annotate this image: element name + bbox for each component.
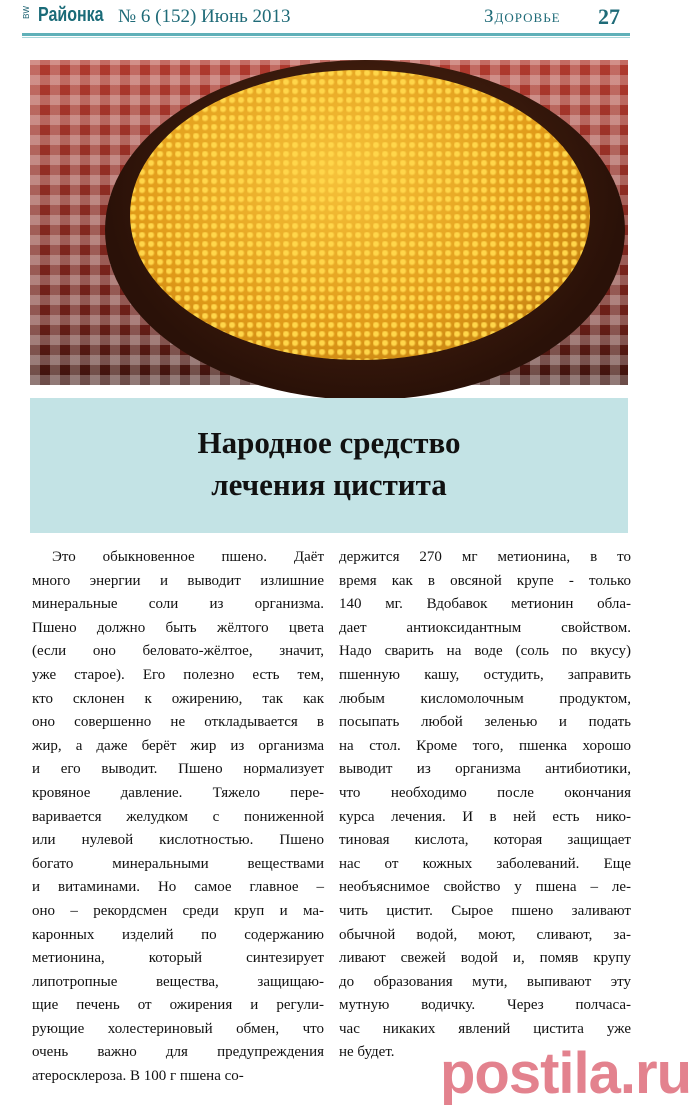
- text-line: час никаких явлений цистита уже: [339, 1020, 631, 1037]
- newspaper-logo: Районка: [38, 4, 104, 26]
- text-line: минеральные соли из организма.: [32, 596, 324, 613]
- text-line: Надо сварить на воде (соль по вкусу): [339, 643, 631, 660]
- title-box: [30, 398, 628, 533]
- text-line: до образования мути, выпивают эту: [339, 973, 631, 990]
- title-line: Народное средство: [197, 425, 461, 460]
- text-line: варивается желудком с пониженной: [32, 808, 324, 825]
- text-line: Это обыкновенное пшено. Даёт: [52, 549, 324, 565]
- text-line: 140 мг. Вдобавок метионин обла-: [339, 596, 631, 613]
- text-line: не будет.: [339, 1044, 395, 1061]
- text-line: метионина, который синтезирует: [32, 950, 324, 967]
- text-line: рующие холестериновый обмен, что: [32, 1020, 324, 1037]
- issue-info: № 6 (152) Июнь 2013: [118, 6, 291, 27]
- text-line: липотропные вещества, защищаю-: [32, 973, 324, 990]
- text-line: оно совершенно не откладывается в: [32, 714, 324, 731]
- text-line: чить цистит. Сырое пшено заливают: [339, 902, 631, 919]
- text-line: курса лечения. И в ней есть нико-: [339, 808, 631, 825]
- text-line: (если оно беловато-жёлтое, значит,: [32, 643, 324, 660]
- text-line: каронных изделий по содержанию: [32, 926, 324, 943]
- text-line: дает антиоксидантным свойством.: [339, 619, 631, 636]
- watermark: postila.ru: [440, 1041, 691, 1106]
- header-divider: [22, 33, 630, 36]
- text-line: много энергии и выводит излишние: [32, 572, 324, 589]
- text-line: посыпать любой зеленью и подать: [339, 714, 631, 731]
- text-line: ливают свежей водой и, помяв крупу: [339, 950, 631, 967]
- header-divider-thin: [22, 37, 630, 38]
- text-line: время как в овсяной крупе - только: [339, 572, 631, 589]
- text-line: тиновая кислота, которая защищает: [339, 832, 631, 849]
- text-line: необъяснимое свойство у пшена – ле-: [339, 879, 631, 896]
- text-line: и его выводит. Пшено нормализует: [32, 761, 324, 778]
- text-line: атеросклероза. В 100 г пшена со-: [32, 1068, 244, 1085]
- text-line: любым кисломолочным продуктом,: [339, 690, 631, 707]
- section-title: Здоровье: [484, 6, 561, 27]
- side-label: BW: [22, 6, 31, 19]
- page-header: [0, 0, 660, 40]
- text-line: богато минеральными веществами: [32, 855, 324, 872]
- text-line: выводит из организма антибиотики,: [339, 761, 631, 778]
- text-line: держится 270 мг метионина, в то: [339, 549, 631, 565]
- text-line: и витаминами. Но самое главное –: [32, 879, 324, 896]
- text-line: уже старое). Его полезно есть тем,: [32, 666, 324, 683]
- title-line: лечения цистита: [211, 467, 447, 502]
- text-line: что необходимо после окончания: [339, 784, 631, 801]
- text-line: на стол. Кроме того, пшенка хорошо: [339, 737, 631, 754]
- text-line: или нулевой кислотностью. Пшено: [32, 832, 324, 849]
- text-line: Пшено должно быть жёлтого цвета: [32, 619, 324, 636]
- millet-grains: [130, 70, 590, 360]
- text-line: кто склонен к ожирению, так как: [32, 690, 324, 707]
- text-line: жир, а даже берёт жир из организма: [32, 737, 324, 754]
- left-column: [32, 546, 324, 1089]
- text-line: щие печень от ожирения и регули-: [32, 997, 324, 1014]
- text-line: пшенную кашу, остудить, заправить: [339, 666, 631, 683]
- text-line: оно – рекордсмен среди круп и ма-: [32, 902, 324, 919]
- millet-bowl-photo: [30, 60, 628, 385]
- text-line: мутную водичку. Через полчаса-: [339, 997, 631, 1014]
- text-line: нас от кожных заболеваний. Еще: [339, 855, 631, 872]
- text-line: кровяное давление. Тяжело пере-: [32, 784, 324, 801]
- text-line: очень важно для предупреждения: [32, 1044, 324, 1061]
- text-line: обычной водой, моют, сливают, за-: [339, 926, 631, 943]
- page-number: 27: [598, 4, 620, 29]
- article-title: [30, 398, 628, 506]
- right-column: [339, 546, 631, 1065]
